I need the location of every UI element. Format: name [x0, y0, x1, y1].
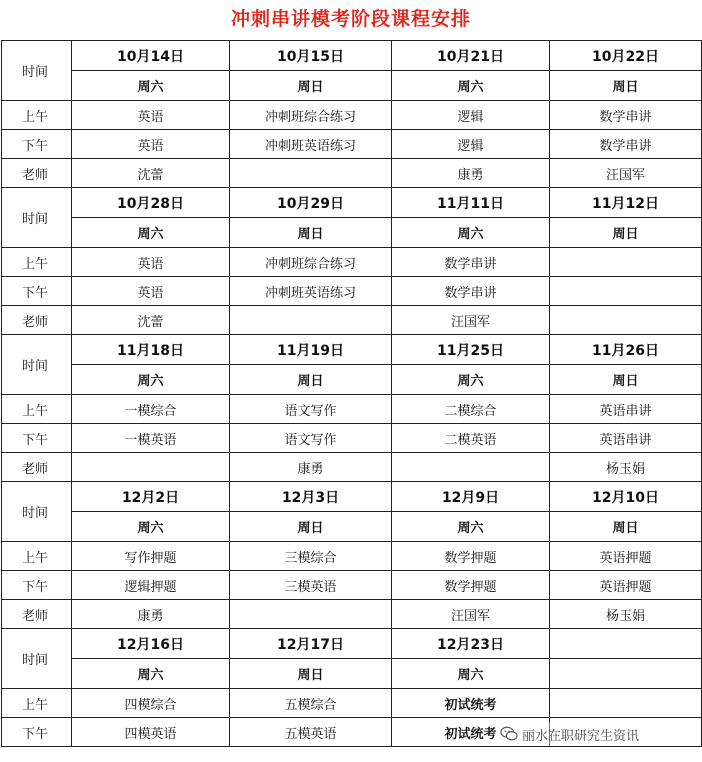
morning-label: 上午 [2, 689, 72, 718]
teacher-label: 老师 [2, 600, 72, 629]
afternoon-cell [550, 277, 702, 306]
afternoon-row [2, 277, 702, 306]
afternoon-cell: 二模英语 [392, 424, 550, 453]
teacher-cell: 杨玉娟 [550, 600, 702, 629]
morning-row [2, 542, 702, 571]
afternoon-label: 下午 [2, 277, 72, 306]
afternoon-cell: 五模英语 [230, 718, 392, 747]
weekday-row [2, 512, 702, 542]
teacher-row [2, 600, 702, 629]
weekday-cell: 周六 [392, 512, 550, 542]
teacher-cell [230, 600, 392, 629]
teacher-cell [392, 453, 550, 482]
date-cell: 10月14日 [72, 41, 230, 71]
weekday-cell: 周日 [230, 218, 392, 248]
teacher-cell: 康勇 [230, 453, 392, 482]
weekday-cell: 周日 [230, 659, 392, 689]
afternoon-cell: 英语 [72, 130, 230, 159]
weekday-cell [550, 659, 702, 689]
date-cell: 10月21日 [392, 41, 550, 71]
afternoon-cell: 四模英语 [72, 718, 230, 747]
morning-row [2, 395, 702, 424]
date-cell: 12月17日 [230, 629, 392, 659]
afternoon-cell: 数学串讲 [550, 130, 702, 159]
date-cell [550, 629, 702, 659]
morning-cell: 三模综合 [230, 542, 392, 571]
afternoon-cell: 冲刺班英语练习 [230, 130, 392, 159]
afternoon-row [2, 424, 702, 453]
weekday-cell: 周六 [392, 659, 550, 689]
date-cell: 11月12日 [550, 188, 702, 218]
afternoon-label: 下午 [2, 130, 72, 159]
morning-cell: 英语押题 [550, 542, 702, 571]
weekday-cell: 周日 [230, 71, 392, 101]
time-label: 时间 [2, 482, 72, 542]
date-cell: 11月18日 [72, 335, 230, 365]
weekday-cell: 周日 [230, 365, 392, 395]
afternoon-row [2, 571, 702, 600]
weekday-cell: 周日 [550, 365, 702, 395]
date-row [2, 188, 702, 218]
morning-cell: 初试统考 [392, 689, 550, 718]
date-cell: 12月9日 [392, 482, 550, 512]
morning-row [2, 101, 702, 130]
weekday-cell: 周六 [72, 659, 230, 689]
weekday-row [2, 365, 702, 395]
morning-cell: 英语 [72, 248, 230, 277]
weekday-cell: 周六 [392, 218, 550, 248]
date-cell: 11月26日 [550, 335, 702, 365]
morning-label: 上午 [2, 101, 72, 130]
weekday-cell: 周日 [230, 512, 392, 542]
teacher-cell: 沈蕾 [72, 306, 230, 335]
time-label: 时间 [2, 41, 72, 101]
teacher-label: 老师 [2, 306, 72, 335]
afternoon-label: 下午 [2, 424, 72, 453]
date-row [2, 41, 702, 71]
time-label: 时间 [2, 629, 72, 689]
afternoon-cell: 一模英语 [72, 424, 230, 453]
weekday-row [2, 218, 702, 248]
date-row [2, 482, 702, 512]
afternoon-label: 下午 [2, 571, 72, 600]
afternoon-cell: 初试统考 [392, 718, 550, 747]
date-cell: 10月22日 [550, 41, 702, 71]
weekday-cell: 周六 [392, 71, 550, 101]
date-cell: 12月3日 [230, 482, 392, 512]
teacher-cell: 康勇 [72, 600, 230, 629]
date-cell: 11月19日 [230, 335, 392, 365]
weekday-cell: 周六 [72, 71, 230, 101]
date-cell: 12月23日 [392, 629, 550, 659]
page-title: 冲刺串讲模考阶段课程安排 [230, 8, 471, 30]
weekday-cell: 周六 [72, 218, 230, 248]
afternoon-cell: 数学押题 [392, 571, 550, 600]
morning-cell: 数学押题 [392, 542, 550, 571]
date-cell: 12月2日 [72, 482, 230, 512]
teacher-cell: 汪国军 [550, 159, 702, 188]
teacher-row [2, 453, 702, 482]
afternoon-cell: 逻辑 [392, 130, 550, 159]
teacher-cell: 汪国军 [392, 600, 550, 629]
date-cell: 12月10日 [550, 482, 702, 512]
afternoon-cell: 英语 [72, 277, 230, 306]
morning-row [2, 248, 702, 277]
morning-label: 上午 [2, 542, 72, 571]
morning-cell [550, 689, 702, 718]
teacher-cell: 沈蕾 [72, 159, 230, 188]
date-cell: 11月25日 [392, 335, 550, 365]
date-cell: 10月15日 [230, 41, 392, 71]
morning-row [2, 689, 702, 718]
morning-cell: 语文写作 [230, 395, 392, 424]
morning-cell: 冲刺班综合练习 [230, 101, 392, 130]
watermark-text: 丽水在职研究生资讯 [522, 728, 640, 744]
date-row [2, 335, 702, 365]
morning-cell: 数学串讲 [392, 248, 550, 277]
date-cell: 12月16日 [72, 629, 230, 659]
teacher-cell [550, 306, 702, 335]
morning-label: 上午 [2, 248, 72, 277]
afternoon-cell: 数学串讲 [392, 277, 550, 306]
wechat-icon [500, 725, 518, 743]
afternoon-cell: 冲刺班英语练习 [230, 277, 392, 306]
weekday-row [2, 659, 702, 689]
morning-label: 上午 [2, 395, 72, 424]
morning-cell: 五模综合 [230, 689, 392, 718]
afternoon-row [2, 130, 702, 159]
weekday-cell: 周日 [550, 512, 702, 542]
morning-cell: 一模综合 [72, 395, 230, 424]
afternoon-cell: 英语串讲 [550, 424, 702, 453]
teacher-row [2, 159, 702, 188]
afternoon-cell: 英语押题 [550, 571, 702, 600]
morning-cell: 逻辑 [392, 101, 550, 130]
morning-cell: 写作押题 [72, 542, 230, 571]
teacher-cell [230, 159, 392, 188]
weekday-cell: 周六 [392, 365, 550, 395]
morning-cell: 英语 [72, 101, 230, 130]
weekday-cell: 周六 [72, 512, 230, 542]
date-cell: 10月28日 [72, 188, 230, 218]
afternoon-cell: 三模英语 [230, 571, 392, 600]
teacher-cell [72, 453, 230, 482]
schedule-table [1, 40, 702, 747]
weekday-cell: 周日 [550, 71, 702, 101]
time-label: 时间 [2, 188, 72, 248]
morning-cell: 冲刺班综合练习 [230, 248, 392, 277]
morning-cell [550, 248, 702, 277]
teacher-cell: 康勇 [392, 159, 550, 188]
weekday-cell: 周六 [72, 365, 230, 395]
teacher-row [2, 306, 702, 335]
afternoon-cell: 语文写作 [230, 424, 392, 453]
teacher-label: 老师 [2, 453, 72, 482]
weekday-row [2, 71, 702, 101]
morning-cell: 数学串讲 [550, 101, 702, 130]
teacher-cell: 汪国军 [392, 306, 550, 335]
teacher-label: 老师 [2, 159, 72, 188]
morning-cell: 英语串讲 [550, 395, 702, 424]
afternoon-cell: 逻辑押题 [72, 571, 230, 600]
date-cell: 10月29日 [230, 188, 392, 218]
afternoon-label: 下午 [2, 718, 72, 747]
morning-cell: 四模综合 [72, 689, 230, 718]
morning-cell: 二模综合 [392, 395, 550, 424]
watermark [500, 722, 639, 746]
time-label: 时间 [2, 335, 72, 395]
teacher-cell [230, 306, 392, 335]
teacher-cell: 杨玉娟 [550, 453, 702, 482]
date-cell: 11月11日 [392, 188, 550, 218]
weekday-cell: 周日 [550, 218, 702, 248]
date-row [2, 629, 702, 659]
